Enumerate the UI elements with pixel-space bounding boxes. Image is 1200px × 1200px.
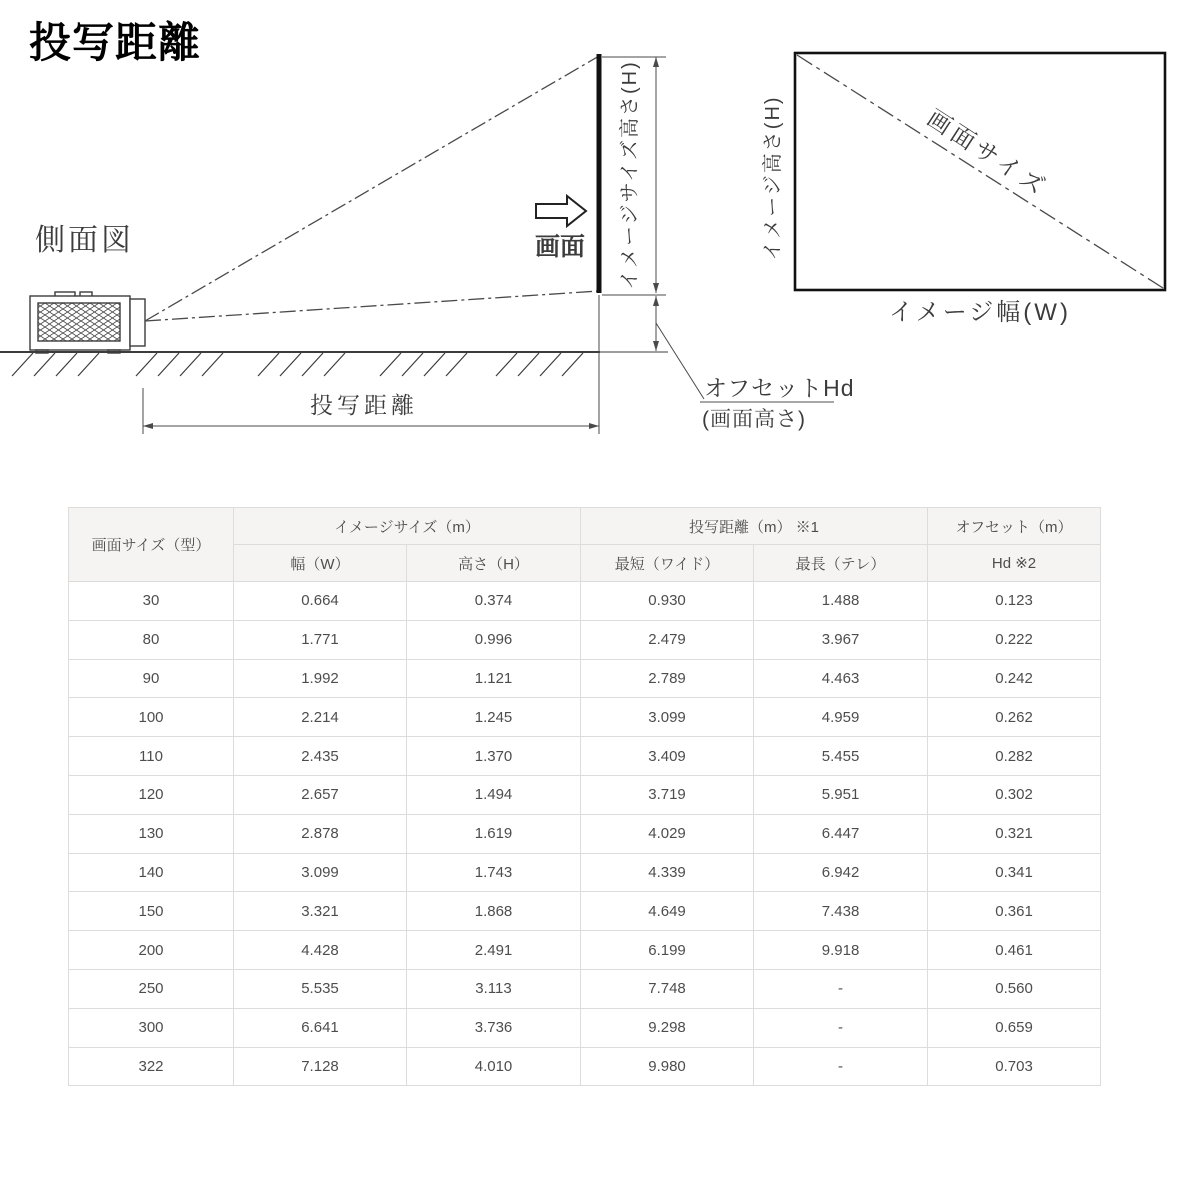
table-header-row-1	[69, 508, 1101, 545]
cell: 250	[69, 969, 234, 1008]
cell: 1.992	[234, 659, 407, 698]
cell: 3.099	[234, 853, 407, 892]
table-row	[69, 853, 1101, 892]
cell: 6.641	[234, 1008, 407, 1047]
cell: 0.659	[928, 1008, 1101, 1047]
cell: 3.409	[581, 737, 754, 776]
cell: 1.771	[234, 620, 407, 659]
cell: 3.736	[407, 1008, 581, 1047]
cell: -	[754, 969, 928, 1008]
cell: 0.262	[928, 698, 1101, 737]
cell: 30	[69, 582, 234, 621]
cell: 3.099	[581, 698, 754, 737]
cell: 0.222	[928, 620, 1101, 659]
table-row	[69, 698, 1101, 737]
header-min-wide: 最短（ワイド）	[581, 545, 754, 582]
cell: 120	[69, 775, 234, 814]
cell: 90	[69, 659, 234, 698]
cell: 100	[69, 698, 234, 737]
table-row	[69, 814, 1101, 853]
table-row	[69, 775, 1101, 814]
cell: 5.455	[754, 737, 928, 776]
cell: 300	[69, 1008, 234, 1047]
cell: 1.488	[754, 582, 928, 621]
cell: 9.918	[754, 931, 928, 970]
cell: 5.951	[754, 775, 928, 814]
cell: 9.980	[581, 1047, 754, 1086]
side-view-label: 側面図	[35, 224, 134, 257]
cell: 2.878	[234, 814, 407, 853]
cell: 7.438	[754, 892, 928, 931]
cell: 130	[69, 814, 234, 853]
table-row	[69, 1008, 1101, 1047]
table-row	[69, 620, 1101, 659]
cell: 2.491	[407, 931, 581, 970]
cell: 110	[69, 737, 234, 776]
cell: 0.461	[928, 931, 1101, 970]
table-row	[69, 969, 1101, 1008]
cell: 1.619	[407, 814, 581, 853]
projection-beam-lines	[145, 56, 599, 321]
cell: 4.428	[234, 931, 407, 970]
cell: 0.996	[407, 620, 581, 659]
cell: 9.298	[581, 1008, 754, 1047]
cell: 6.942	[754, 853, 928, 892]
cell: 5.535	[234, 969, 407, 1008]
offset-note-label: (画面高さ)	[702, 408, 806, 431]
cell: 0.560	[928, 969, 1101, 1008]
cell: 4.959	[754, 698, 928, 737]
table-row	[69, 659, 1101, 698]
cell: 1.743	[407, 853, 581, 892]
cell: 0.242	[928, 659, 1101, 698]
cell: 2.214	[234, 698, 407, 737]
cell: 1.370	[407, 737, 581, 776]
cell: 0.341	[928, 853, 1101, 892]
projection-diagrams	[0, 0, 1200, 475]
cell: 1.121	[407, 659, 581, 698]
screen-diagonal-line	[797, 55, 1163, 288]
header-projection-distance: 投写距離（m） ※1	[581, 508, 928, 545]
cell: -	[754, 1008, 928, 1047]
cell: 2.657	[234, 775, 407, 814]
cell: 1.868	[407, 892, 581, 931]
projection-distance-table	[68, 507, 1101, 1086]
cell: 4.029	[581, 814, 754, 853]
cell: 3.321	[234, 892, 407, 931]
cell: 0.930	[581, 582, 754, 621]
cell: 6.447	[754, 814, 928, 853]
table-body	[69, 582, 1101, 1086]
cell: -	[754, 1047, 928, 1086]
projection-distance-label: 投写距離	[310, 392, 418, 418]
screen-direction-arrow-icon	[536, 196, 586, 226]
cell: 200	[69, 931, 234, 970]
image-width-axis-label: イメージ幅(W)	[889, 299, 1071, 326]
offset-label: オフセットHd	[704, 375, 855, 401]
header-image-size: イメージサイズ（m）	[234, 508, 581, 545]
table-row	[69, 931, 1101, 970]
cell: 3.113	[407, 969, 581, 1008]
cell: 0.302	[928, 775, 1101, 814]
cell: 0.361	[928, 892, 1101, 931]
screen-size-diagonal-label: 画面サイズ	[921, 104, 1053, 203]
cell: 3.967	[754, 620, 928, 659]
header-width: 幅（W）	[234, 545, 407, 582]
cell: 140	[69, 853, 234, 892]
cell: 1.494	[407, 775, 581, 814]
cell: 3.719	[581, 775, 754, 814]
cell: 0.282	[928, 737, 1101, 776]
table-row	[69, 737, 1101, 776]
cell: 0.123	[928, 582, 1101, 621]
cell: 150	[69, 892, 234, 931]
cell: 7.128	[234, 1047, 407, 1086]
cell: 4.010	[407, 1047, 581, 1086]
cell: 0.374	[407, 582, 581, 621]
cell: 6.199	[581, 931, 754, 970]
image-height-axis-label: イメージ高さ(H)	[762, 95, 784, 261]
ground-line	[0, 352, 668, 376]
screen-label: 画面	[534, 233, 586, 261]
cell: 7.748	[581, 969, 754, 1008]
table-header	[69, 508, 1101, 582]
header-screen-size: 画面サイズ（型）	[69, 508, 234, 582]
cell: 322	[69, 1047, 234, 1086]
page-title: 投写距離	[29, 19, 202, 66]
image-height-dimension-label: イメージサイズ高さ(H)	[619, 60, 641, 290]
cell: 0.321	[928, 814, 1101, 853]
table-row	[69, 1047, 1101, 1086]
header-height: 高さ（H）	[407, 545, 581, 582]
cell: 2.479	[581, 620, 754, 659]
cell: 4.339	[581, 853, 754, 892]
cell: 4.463	[754, 659, 928, 698]
cell: 2.789	[581, 659, 754, 698]
header-offset: オフセット（m）	[928, 508, 1101, 545]
cell: 80	[69, 620, 234, 659]
header-hd: Hd ※2	[928, 545, 1101, 582]
cell: 4.649	[581, 892, 754, 931]
cell: 2.435	[234, 737, 407, 776]
table-row	[69, 892, 1101, 931]
cell: 0.703	[928, 1047, 1101, 1086]
table-row	[69, 582, 1101, 621]
cell: 1.245	[407, 698, 581, 737]
cell: 0.664	[234, 582, 407, 621]
header-max-tele: 最長（テレ）	[754, 545, 928, 582]
projector-drawing	[30, 292, 145, 353]
